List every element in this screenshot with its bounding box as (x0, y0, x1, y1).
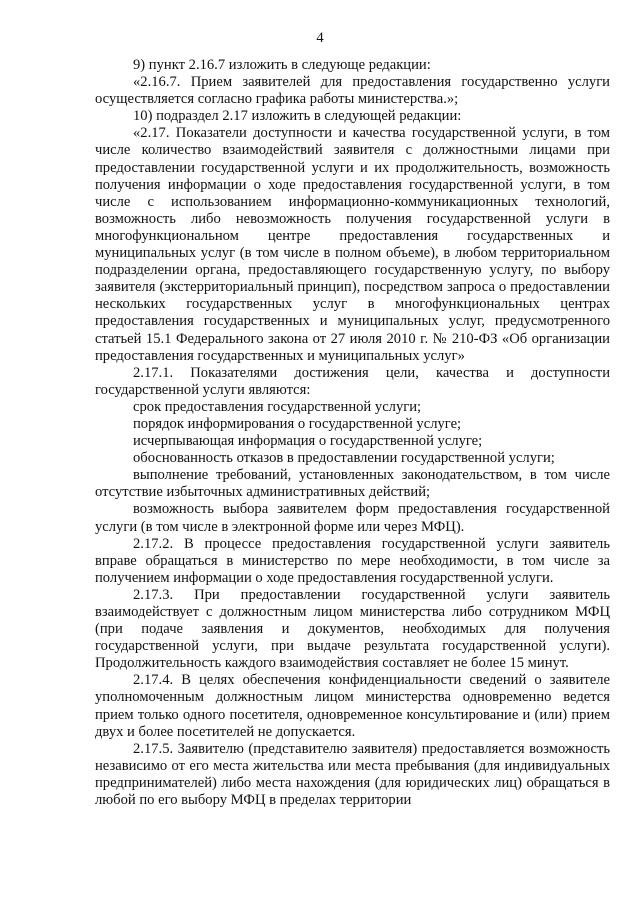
list-item: возможность выбора заявителем форм предоставления государственной услуги (в том числе в электронной форме или через МФЦ). (95, 501, 610, 535)
list-item: обоснованность отказов в предоставлении государственной услуги; (133, 450, 555, 467)
amendment-item-10: 10) подраздел 2.17 изложить в следующей редакции: (133, 108, 462, 125)
amendment-item-9: 9) пункт 2.16.7 изложить в следующе редакции: (133, 57, 431, 73)
clause-2-17-4: 2.17.4. В целях обеспечения конфиденциальности сведений о заявителе уполномоченным должностным лицом министерства одновременно ведется прием только одного посетителя, одновременное консультирование и (или) прием двух и более посетителей не допускается. (95, 672, 610, 740)
list-item: исчерпывающая информация о государственной услуге; (133, 433, 483, 450)
list-item: выполнение требований, установленных законодательством, в том числе отсутствие избыточных административных действий; (95, 467, 610, 501)
document-body (95, 57, 610, 809)
clause-2-16-7: «2.16.7. Прием заявителей для предоставления государственно услуги осуществляется согласно графика работы министерства.»; (95, 74, 610, 108)
page-number: 4 (316, 30, 324, 46)
list-item: порядок информирования о государственной услуге; (133, 415, 462, 432)
clause-2-17-1: 2.17.1. Показателями достижения цели, качества и доступности государственной услуги являются: (95, 364, 610, 398)
clause-2-17-3: 2.17.3. При предоставлении государственной услуги заявитель взаимодействует с должностным лицом министерства либо сотрудником МФЦ (при подаче заявления и документов, необходимых для получения государственной услуги, при выдаче результата государственной услуги). Продолжительность каждого взаимодействия составляет не более 15 минут. (95, 586, 610, 672)
clause-2-17-2: 2.17.2. В процессе предоставления государственной услуги заявитель вправе обращаться в министерство по мере необходимости, в том числе за получением информации о ходе предоставления государственной услуги. (95, 535, 610, 586)
clause-2-17: «2.17. Показатели доступности и качества государственной услуги, в том числе количество взаимодействий заявителя с должностными лицами при предоставлении государственной услуги и их продолжительность, возможность получения информации о ходе предоставления государственной услуги, в том числе с использованием информационно-коммуникационных технологий, возможность либо невозможность получения государственной услуги в многофункциональном центре предоставления государственных и муниципальных услуг (в том числе в полном объеме), в любом территориальном подразделении органа, предоставляющего государственную услугу, по выбору заявителя (экстерриториальный принцип), посредством запроса о предоставлении нескольких государственных услуг в многофункциональных центрах предоставления государственных и муниципальных услуг, предусмотренного статьей 15.1 Федерального закона от 27 июля 2010 г. № 210-ФЗ «Об организации предоставления государственных и муниципальных услуг» (95, 125, 610, 364)
clause-2-17-5: 2.17.5. Заявителю (представителю заявителя) предоставляется возможность независимо от его места жительства или места пребывания (для индивидуальных предпринимателей) либо места нахождения (для юридических лиц) обращаться в любой по его выбору МФЦ в пределах территории (95, 740, 610, 809)
list-item: срок предоставления государственной услуги; (133, 398, 422, 415)
